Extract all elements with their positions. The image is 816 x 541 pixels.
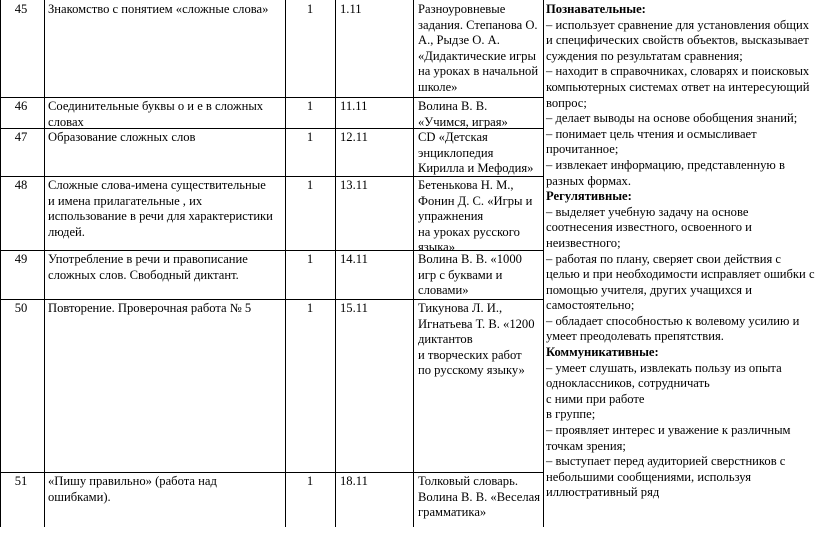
learning-outcomes-line: одноклассников, сотрудничать [546,376,710,391]
learning-outcomes-heading: Коммуникативные: [546,345,659,360]
table-row-border [0,299,543,300]
learning-outcomes-line: небольшими сообщениями, используя [546,469,752,484]
lesson-resources-line: Волина В. В. «1000 [418,252,522,266]
learning-outcomes-line: самостоятельно; [546,298,635,313]
learning-outcomes-line: – понимает цель чтения и осмысливает [546,126,757,141]
lesson-topic-line: «Пишу правильно» (работа над [48,474,217,488]
learning-outcomes-line: – умеет слушать, извлекать пользу из опыта [546,360,782,375]
lesson-resources [418,99,544,130]
learning-outcomes-line: – выделяет учебную задачу на основе [546,204,749,219]
learning-outcomes-line: – извлекает информацию, представленную в [546,157,785,172]
lesson-resources-line: школе» [418,79,458,94]
table-column-border [285,0,286,527]
table-column-border [0,0,1,527]
learning-outcomes-line: неизвестного; [546,235,621,250]
lesson-resources-line: Фонин Д. С. «Игры и [418,193,533,208]
lesson-resources-line: на уроках русского [418,224,520,239]
lesson-resources-line: «Учимся, играя» [418,114,508,129]
lesson-resources-line: «Дидактические игры [418,48,536,63]
learning-outcomes-heading: Познавательные: [546,2,646,16]
lesson-resources-line: игр с буквами и [418,267,503,282]
lesson-topic-line: Образование сложных слов [48,130,196,144]
table-column-border [413,0,414,527]
lesson-topic-line: и имена прилагательные , их [48,193,203,208]
lesson-topic [48,474,280,505]
lesson-resources-line: Волина В. В. [418,99,488,113]
lesson-topic [48,178,280,240]
learning-outcomes-line: суждения по результатам сравнения; [546,48,743,63]
lesson-topic-line: использование в речи для характеристики [48,209,273,224]
lesson-resources [418,252,544,299]
lesson-date: 11.11 [340,99,368,113]
lesson-hours: 1 [306,301,314,315]
lesson-topic-line: Повторение. Проверочная работа № 5 [48,301,252,315]
lesson-resources-line: энциклопедия [418,145,494,160]
learning-outcomes-line: вопрос; [546,95,587,110]
lesson-topic-line: Сложные слова-имена существительные [48,178,266,192]
lesson-topic-line: Употребление в речи и правописание [48,252,248,266]
lesson-resources-line: упражнения [418,209,484,224]
lesson-resources-line: А., Рыдзе О. А. [418,33,500,48]
lesson-resources-line: Толковый словарь. [418,474,518,488]
lesson-hours: 1 [306,2,314,16]
lesson-date: 14.11 [340,252,368,266]
lesson-topic-line: сложных слов. Свободный диктант. [48,267,239,282]
lesson-topic-line: Соединительные буквы о и е в сложных [48,99,264,113]
lesson-topic-line: людей. [48,224,85,239]
learning-outcomes-line: – выступает перед аудиторией сверстников с [546,454,786,469]
lesson-resources-line: по русскому языку» [418,363,525,378]
lesson-date: 13.11 [340,178,368,192]
learning-outcomes-line: иллюстративный ряд [546,485,660,500]
lesson-hours: 1 [306,252,314,266]
lesson-resources-line: Разноуровневые [418,2,506,16]
lesson-resources [418,130,544,177]
lesson-date: 12.11 [340,130,368,144]
lesson-resources-line: Игнатьева Т. В. «1200 [418,316,535,331]
lesson-topic [48,2,280,18]
lesson-resources [418,301,544,379]
lesson-resources-line: задания. Степанова О. [418,17,538,32]
lesson-hours: 1 [306,130,314,144]
lesson-resources-line: Тикунова Л. И., [418,301,503,315]
lesson-number: 48 [14,178,28,192]
lesson-hours: 1 [306,178,314,192]
lesson-resources-line: словами» [418,283,469,298]
lesson-hours: 1 [306,474,314,488]
lesson-resources [418,474,544,521]
lesson-topic [48,301,280,317]
learning-outcomes-line: помощью учителя, других учащихся и [546,282,752,297]
lesson-resources-line: CD «Детская [418,130,488,144]
table-row-border [0,472,543,473]
lesson-number: 50 [14,301,28,315]
learning-outcomes-line: – обладает способностью к волевому усилию и [546,313,800,328]
lesson-topic [48,99,280,130]
lesson-resources-line: Кирилла и Мефодия» [418,161,534,176]
lesson-topic [48,252,280,283]
lesson-topic-line: ошибками). [48,489,111,504]
lesson-resources [418,2,544,96]
learning-outcomes-line: – работая по плану, сверяет свои действия с [546,251,781,266]
lesson-resources-line: на уроках в начальной [418,64,539,79]
learning-outcomes-line: точкам зрения; [546,438,626,453]
lesson-number: 47 [14,130,28,144]
learning-outcomes-line: целью и при необходимости исправляет ошибки с [546,267,815,282]
lesson-topic-line: Знакомство с понятием «сложные слова» [48,2,269,16]
learning-outcomes-line: компьютерных системах ответ на интересующий [546,79,810,94]
learning-outcomes-heading: Регулятивные: [546,189,632,204]
table-row-border [0,97,543,98]
learning-outcomes-line: разных формах. [546,173,631,188]
lesson-resources-line: диктантов [418,332,473,347]
lesson-resources-line: грамматика» [418,505,487,520]
lesson-number: 51 [14,474,28,488]
learning-outcomes [546,2,816,501]
lesson-resources-line: и творческих работ [418,347,522,362]
learning-outcomes-line: прочитанное; [546,142,619,157]
lesson-hours: 1 [306,99,314,113]
learning-outcomes-line: в группе; [546,407,596,422]
learning-outcomes-line: – проявляет интерес и уважение к различным [546,423,791,438]
learning-outcomes-line: – делает выводы на основе обобщения знаний; [546,111,798,126]
learning-outcomes-line: соотнесения известного, освоенного и [546,220,752,235]
lesson-number: 45 [14,2,28,16]
lesson-resources-line: Волина В. В. «Веселая [418,489,541,504]
lesson-date: 1.11 [340,2,362,16]
lesson-topic [48,130,280,146]
lesson-date: 15.11 [340,301,368,315]
learning-outcomes-line: с ними при работе [546,391,645,406]
lesson-number: 46 [14,99,28,113]
lesson-resources-line: языка» [418,240,456,255]
learning-outcomes-line: – использует сравнение для установления общих [546,17,810,32]
table-column-border [44,0,45,527]
lesson-date: 18.11 [340,474,368,488]
learning-outcomes-line: умеет преодолевать препятствия. [546,329,724,344]
lesson-number: 49 [14,252,28,266]
lesson-resources-line: Бетенькова Н. М., [418,178,514,192]
lesson-topic-line: словах [48,114,84,129]
learning-outcomes-line: и специфических свойств объектов, высказывает [546,33,809,48]
table-column-border [335,0,336,527]
lesson-resources [418,178,544,256]
learning-outcomes-line: – находит в справочниках, словарях и поисковых [546,64,810,79]
